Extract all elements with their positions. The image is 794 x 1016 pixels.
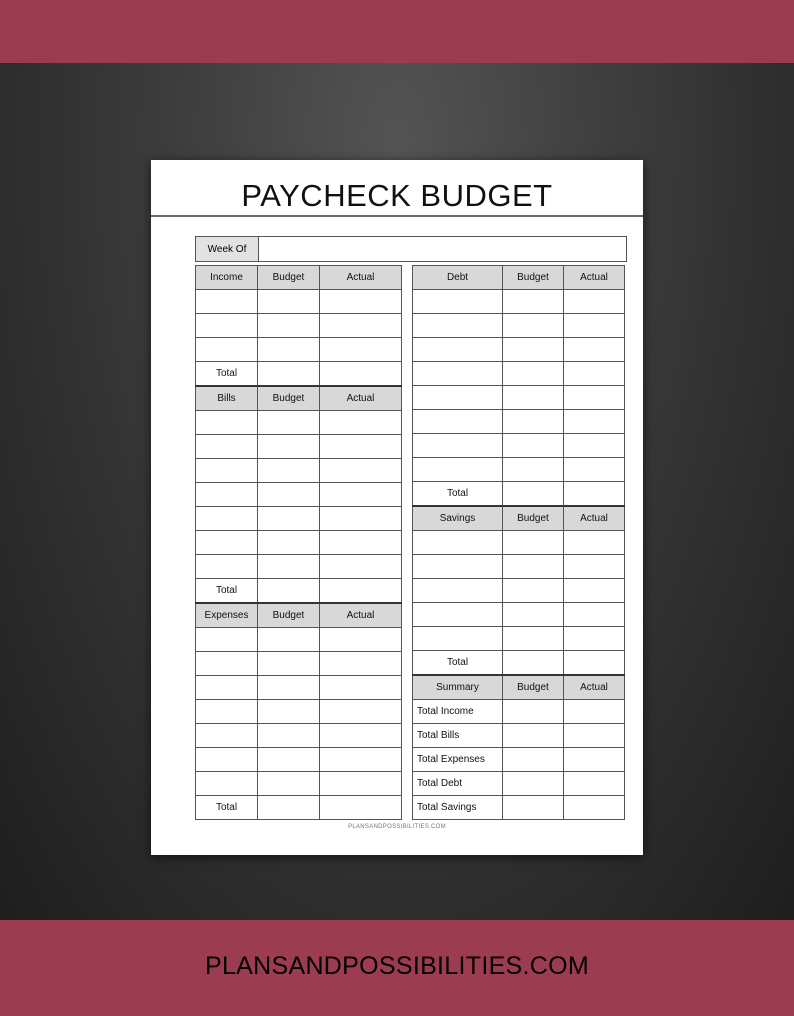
summary-summary-label: Total Debt (413, 772, 503, 796)
income-budget-cell[interactable] (258, 290, 320, 314)
debt-item-cell[interactable] (413, 362, 503, 386)
savings-budget-heading: Budget (503, 506, 564, 531)
expenses-header-row (196, 603, 402, 628)
bills-total-row (196, 579, 402, 604)
budget-sheet (151, 160, 643, 855)
expenses-total-label: Total (196, 796, 258, 820)
savings-entry-row (413, 531, 625, 555)
bills-budget-cell[interactable] (258, 435, 320, 459)
income-total-actual-cell[interactable] (320, 362, 402, 387)
debt-total-actual-cell[interactable] (564, 482, 625, 507)
savings-item-cell[interactable] (413, 579, 503, 603)
bills-total-budget-cell[interactable] (258, 579, 320, 604)
expenses-item-cell[interactable] (196, 772, 258, 796)
income-item-cell[interactable] (196, 314, 258, 338)
summary-entry-row (413, 748, 625, 772)
bills-budget-cell[interactable] (258, 507, 320, 531)
summary-actual-cell[interactable] (564, 796, 625, 820)
expenses-item-cell[interactable] (196, 748, 258, 772)
bills-item-cell[interactable] (196, 507, 258, 531)
summary-budget-cell[interactable] (503, 700, 564, 724)
summary-budget-cell[interactable] (503, 748, 564, 772)
debt-budget-cell[interactable] (503, 410, 564, 434)
debt-entry-row (413, 458, 625, 482)
debt-budget-cell[interactable] (503, 386, 564, 410)
summary-summary-label: Total Income (413, 700, 503, 724)
savings-actual-cell[interactable] (564, 603, 625, 627)
savings-budget-cell[interactable] (503, 603, 564, 627)
bills-entry-row (196, 555, 402, 579)
savings-entry-row (413, 555, 625, 579)
savings-entry-row (413, 627, 625, 651)
debt-actual-cell[interactable] (564, 362, 625, 386)
income-entry-row (196, 338, 402, 362)
income-entry-row (196, 290, 402, 314)
bills-budget-heading: Budget (258, 386, 320, 411)
savings-total-label: Total (413, 651, 503, 676)
bills-actual-cell[interactable] (320, 459, 402, 483)
right-budget-table (412, 265, 625, 820)
income-actual-cell[interactable] (320, 314, 402, 338)
income-header-row (196, 266, 402, 290)
expenses-entry-row (196, 700, 402, 724)
expenses-actual-cell[interactable] (320, 772, 402, 796)
expenses-budget-cell[interactable] (258, 676, 320, 700)
expenses-heading: Expenses (196, 603, 258, 628)
bills-actual-cell[interactable] (320, 531, 402, 555)
savings-item-cell[interactable] (413, 603, 503, 627)
savings-total-budget-cell[interactable] (503, 651, 564, 676)
savings-actual-cell[interactable] (564, 579, 625, 603)
savings-heading: Savings (413, 506, 503, 531)
summary-budget-cell[interactable] (503, 724, 564, 748)
debt-entry-row (413, 410, 625, 434)
summary-summary-label: Total Bills (413, 724, 503, 748)
income-total-label: Total (196, 362, 258, 387)
income-total-budget-cell[interactable] (258, 362, 320, 387)
savings-budget-cell[interactable] (503, 627, 564, 651)
income-actual-cell[interactable] (320, 338, 402, 362)
debt-actual-cell[interactable] (564, 338, 625, 362)
bills-header-row (196, 386, 402, 411)
week-of-label: Week Of (196, 237, 259, 261)
expenses-budget-cell[interactable] (258, 628, 320, 652)
expenses-entry-row (196, 652, 402, 676)
expenses-budget-heading: Budget (258, 603, 320, 628)
debt-budget-cell[interactable] (503, 338, 564, 362)
savings-header-row (413, 506, 625, 531)
bills-actual-cell[interactable] (320, 555, 402, 579)
summary-entry-row (413, 796, 625, 820)
expenses-total-row (196, 796, 402, 820)
income-entry-row (196, 314, 402, 338)
savings-budget-cell[interactable] (503, 555, 564, 579)
income-budget-cell[interactable] (258, 314, 320, 338)
expenses-actual-cell[interactable] (320, 724, 402, 748)
bills-budget-cell[interactable] (258, 411, 320, 435)
summary-entry-row (413, 724, 625, 748)
expenses-budget-cell[interactable] (258, 724, 320, 748)
expenses-actual-cell[interactable] (320, 628, 402, 652)
income-item-cell[interactable] (196, 338, 258, 362)
debt-header-row (413, 266, 625, 290)
bills-item-cell[interactable] (196, 459, 258, 483)
bills-actual-cell[interactable] (320, 507, 402, 531)
savings-total-row (413, 651, 625, 676)
debt-actual-cell[interactable] (564, 434, 625, 458)
debt-total-row (413, 482, 625, 507)
top-brand-band (0, 0, 794, 63)
bills-actual-heading: Actual (320, 386, 402, 411)
bills-total-actual-cell[interactable] (320, 579, 402, 604)
debt-entry-row (413, 386, 625, 410)
expenses-total-budget-cell[interactable] (258, 796, 320, 820)
page-title: PAYCHECK BUDGET (241, 178, 553, 213)
debt-budget-cell[interactable] (503, 458, 564, 482)
income-item-cell[interactable] (196, 290, 258, 314)
savings-actual-heading: Actual (564, 506, 625, 531)
bills-entry-row (196, 531, 402, 555)
debt-entry-row (413, 338, 625, 362)
expenses-entry-row (196, 772, 402, 796)
bills-total-label: Total (196, 579, 258, 604)
savings-actual-cell[interactable] (564, 531, 625, 555)
expenses-budget-cell[interactable] (258, 652, 320, 676)
summary-heading: Summary (413, 675, 503, 700)
expenses-total-actual-cell[interactable] (320, 796, 402, 820)
bills-item-cell[interactable] (196, 555, 258, 579)
savings-entry-row (413, 603, 625, 627)
debt-item-cell[interactable] (413, 314, 503, 338)
expenses-entry-row (196, 748, 402, 772)
expenses-actual-heading: Actual (320, 603, 402, 628)
bills-actual-cell[interactable] (320, 435, 402, 459)
summary-actual-cell[interactable] (564, 748, 625, 772)
bills-entry-row (196, 507, 402, 531)
savings-item-cell[interactable] (413, 555, 503, 579)
savings-item-cell[interactable] (413, 531, 503, 555)
debt-item-cell[interactable] (413, 458, 503, 482)
savings-actual-cell[interactable] (564, 555, 625, 579)
expenses-entry-row (196, 628, 402, 652)
debt-entry-row (413, 362, 625, 386)
debt-item-cell[interactable] (413, 290, 503, 314)
summary-actual-cell[interactable] (564, 700, 625, 724)
debt-budget-cell[interactable] (503, 314, 564, 338)
debt-actual-cell[interactable] (564, 290, 625, 314)
expenses-actual-cell[interactable] (320, 652, 402, 676)
summary-actual-cell[interactable] (564, 772, 625, 796)
bills-budget-cell[interactable] (258, 555, 320, 579)
bills-entry-row (196, 459, 402, 483)
debt-entry-row (413, 314, 625, 338)
debt-entry-row (413, 434, 625, 458)
savings-budget-cell[interactable] (503, 579, 564, 603)
income-budget-heading: Budget (258, 266, 320, 290)
bills-item-cell[interactable] (196, 411, 258, 435)
expenses-actual-cell[interactable] (320, 700, 402, 724)
expenses-actual-cell[interactable] (320, 748, 402, 772)
debt-actual-cell[interactable] (564, 458, 625, 482)
bills-entry-row (196, 435, 402, 459)
debt-actual-cell[interactable] (564, 410, 625, 434)
summary-summary-label: Total Savings (413, 796, 503, 820)
income-budget-cell[interactable] (258, 338, 320, 362)
bills-heading: Bills (196, 386, 258, 411)
savings-entry-row (413, 579, 625, 603)
summary-entry-row (413, 700, 625, 724)
debt-total-budget-cell[interactable] (503, 482, 564, 507)
bills-item-cell[interactable] (196, 483, 258, 507)
expenses-budget-cell[interactable] (258, 772, 320, 796)
expenses-item-cell[interactable] (196, 652, 258, 676)
expenses-entry-row (196, 676, 402, 700)
debt-budget-cell[interactable] (503, 434, 564, 458)
savings-budget-cell[interactable] (503, 531, 564, 555)
expenses-entry-row (196, 724, 402, 748)
savings-total-actual-cell[interactable] (564, 651, 625, 676)
summary-budget-cell[interactable] (503, 772, 564, 796)
income-actual-cell[interactable] (320, 290, 402, 314)
debt-actual-cell[interactable] (564, 314, 625, 338)
debt-budget-cell[interactable] (503, 290, 564, 314)
title-divider (151, 215, 643, 217)
summary-budget-cell[interactable] (503, 796, 564, 820)
bills-actual-cell[interactable] (320, 483, 402, 507)
week-of-row (195, 236, 627, 262)
expenses-item-cell[interactable] (196, 724, 258, 748)
debt-item-cell[interactable] (413, 434, 503, 458)
debt-actual-heading: Actual (564, 266, 625, 290)
sheet-url: PLANSANDPOSSIBILITIES.COM (348, 824, 446, 830)
bills-budget-cell[interactable] (258, 483, 320, 507)
bills-actual-cell[interactable] (320, 411, 402, 435)
bills-entry-row (196, 411, 402, 435)
debt-budget-heading: Budget (503, 266, 564, 290)
summary-actual-heading: Actual (564, 675, 625, 700)
expenses-budget-cell[interactable] (258, 748, 320, 772)
expenses-actual-cell[interactable] (320, 676, 402, 700)
summary-summary-label: Total Expenses (413, 748, 503, 772)
summary-actual-cell[interactable] (564, 724, 625, 748)
left-budget-table (195, 265, 402, 820)
debt-item-cell[interactable] (413, 410, 503, 434)
summary-budget-heading: Budget (503, 675, 564, 700)
debt-budget-cell[interactable] (503, 362, 564, 386)
debt-item-cell[interactable] (413, 338, 503, 362)
expenses-item-cell[interactable] (196, 700, 258, 724)
debt-item-cell[interactable] (413, 386, 503, 410)
summary-entry-row (413, 772, 625, 796)
expenses-budget-cell[interactable] (258, 700, 320, 724)
debt-heading: Debt (413, 266, 503, 290)
footer-brand: PLANSANDPOSSIBILITIES.COM (205, 952, 589, 980)
debt-actual-cell[interactable] (564, 386, 625, 410)
expenses-item-cell[interactable] (196, 676, 258, 700)
savings-actual-cell[interactable] (564, 627, 625, 651)
week-of-field[interactable] (259, 237, 626, 261)
bills-budget-cell[interactable] (258, 459, 320, 483)
income-actual-heading: Actual (320, 266, 402, 290)
savings-item-cell[interactable] (413, 627, 503, 651)
income-total-row (196, 362, 402, 387)
summary-header-row (413, 675, 625, 700)
bills-entry-row (196, 483, 402, 507)
bills-budget-cell[interactable] (258, 531, 320, 555)
expenses-item-cell[interactable] (196, 628, 258, 652)
income-heading: Income (196, 266, 258, 290)
debt-entry-row (413, 290, 625, 314)
debt-total-label: Total (413, 482, 503, 507)
bills-item-cell[interactable] (196, 435, 258, 459)
bills-item-cell[interactable] (196, 531, 258, 555)
